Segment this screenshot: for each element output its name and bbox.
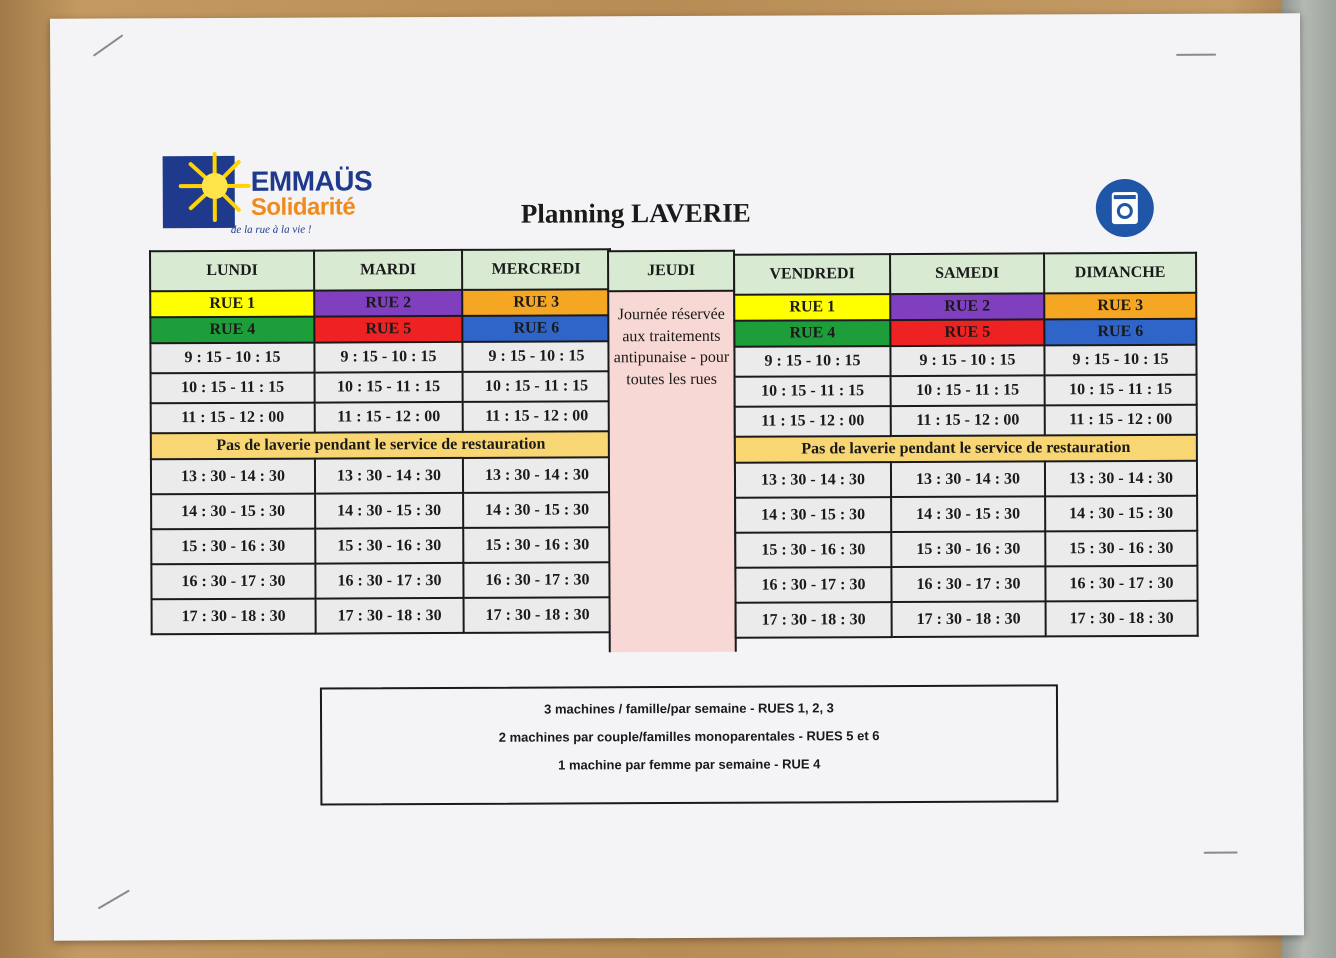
day-header-mercredi: MERCREDI [462, 249, 610, 290]
jeudi-note-text: Journée réservée aux traitements antipunaise - pour toutes les rues [613, 305, 730, 389]
time-slot: 16 : 30 - 17 : 30 [1045, 566, 1197, 602]
washing-machine-icon [1095, 178, 1155, 238]
page-title: Planning LAVERIE [520, 197, 751, 229]
time-slot: 11 : 15 - 12 : 00 [1045, 405, 1197, 436]
time-slot: 11 : 15 - 12 : 00 [735, 406, 891, 437]
time-slot: 10 : 15 - 11 : 15 [891, 375, 1045, 406]
day-header-jeudi: JEUDI [608, 251, 734, 292]
time-slot: 15 : 30 - 16 : 30 [891, 531, 1045, 567]
time-slot: 17 : 30 - 18 : 30 [316, 598, 464, 634]
time-slot: 17 : 30 - 18 : 30 [464, 597, 612, 633]
time-slot: 13 : 30 - 14 : 30 [735, 462, 891, 498]
sun-icon [173, 150, 257, 224]
time-slot: 14 : 30 - 15 : 30 [1045, 496, 1197, 532]
time-slot: 13 : 30 - 14 : 30 [151, 459, 315, 495]
day-header-samedi: SAMEDI [890, 253, 1044, 294]
lunch-banner: Pas de laverie pendant le service de restauration [151, 431, 611, 459]
rue-cell: RUE 5 [890, 319, 1044, 346]
day-header-dimanche: DIMANCHE [1044, 253, 1196, 294]
time-slot: 10 : 15 - 11 : 15 [463, 371, 611, 402]
time-slot: 14 : 30 - 15 : 30 [315, 493, 463, 529]
staple [98, 890, 130, 910]
time-slot: 16 : 30 - 17 : 30 [315, 563, 463, 599]
time-slot: 9 : 15 - 10 : 15 [734, 346, 890, 377]
rules-box [320, 684, 1059, 805]
rue-cell: RUE 2 [314, 290, 462, 317]
staple [1204, 852, 1238, 854]
time-slot: 15 : 30 - 16 : 30 [1045, 531, 1197, 567]
rue-cell: RUE 5 [314, 316, 462, 343]
rule-line: 2 machines par couple/familles monoparentales - RUES 5 et 6 [498, 728, 880, 745]
time-slot: 14 : 30 - 15 : 30 [463, 492, 611, 528]
time-slot: 13 : 30 - 14 : 30 [463, 457, 611, 493]
schedule-left-table [149, 248, 613, 635]
time-slot: 11 : 15 - 12 : 00 [463, 401, 611, 432]
time-slot: 10 : 15 - 11 : 15 [735, 376, 891, 407]
time-slot: 9 : 15 - 10 : 15 [890, 345, 1044, 376]
time-slot: 9 : 15 - 10 : 15 [150, 343, 314, 374]
time-slot: 14 : 30 - 15 : 30 [151, 494, 315, 530]
time-slot: 16 : 30 - 17 : 30 [735, 567, 891, 603]
day-header-mardi: MARDI [314, 250, 462, 291]
time-slot: 14 : 30 - 15 : 30 [891, 496, 1045, 532]
rue-cell: RUE 4 [734, 320, 890, 347]
schedule-jeudi-column [607, 250, 737, 653]
rule-line: 3 machines / famille/par semaine - RUES 1, 2, 3 [544, 700, 834, 717]
rue-cell: RUE 1 [150, 291, 314, 318]
time-slot: 15 : 30 - 16 : 30 [735, 532, 891, 568]
time-slot: 13 : 30 - 14 : 30 [1045, 461, 1197, 497]
time-slot: 15 : 30 - 16 : 30 [315, 528, 463, 564]
logo-emmaus-text: EMMAÜS [250, 165, 373, 197]
lunch-banner: Pas de laverie pendant le service de restauration [735, 435, 1197, 463]
time-slot: 17 : 30 - 18 : 30 [736, 602, 892, 638]
rule-line: 1 machine par femme par semaine - RUE 4 [558, 756, 821, 773]
time-slot: 15 : 30 - 16 : 30 [463, 527, 611, 563]
logo-solidarite-text: Solidarité [250, 193, 356, 221]
time-slot: 10 : 15 - 11 : 15 [151, 373, 315, 404]
time-slot: 16 : 30 - 17 : 30 [891, 566, 1045, 602]
rue-cell: RUE 2 [890, 293, 1044, 320]
time-slot: 17 : 30 - 18 : 30 [892, 601, 1046, 637]
time-slot: 11 : 15 - 12 : 00 [891, 405, 1045, 436]
time-slot: 9 : 15 - 10 : 15 [1044, 345, 1196, 376]
rue-cell: RUE 6 [1044, 319, 1196, 346]
time-slot: 13 : 30 - 14 : 30 [891, 461, 1045, 497]
day-header-lundi: LUNDI [150, 251, 314, 292]
logo-tagline: de la rue à la vie ! [230, 223, 312, 236]
staple [1176, 54, 1216, 56]
rue-cell: RUE 3 [462, 289, 610, 316]
time-slot: 17 : 30 - 18 : 30 [1046, 601, 1198, 637]
time-slot: 14 : 30 - 15 : 30 [735, 497, 891, 533]
time-slot: 11 : 15 - 12 : 00 [151, 403, 315, 434]
paper-sheet [50, 13, 1304, 940]
time-slot: 16 : 30 - 17 : 30 [151, 564, 315, 600]
staple [93, 34, 124, 56]
jeudi-note [608, 291, 736, 653]
rue-cell: RUE 6 [462, 315, 610, 342]
time-slot: 9 : 15 - 10 : 15 [314, 342, 462, 373]
rue-cell: RUE 4 [150, 317, 314, 344]
time-slot: 15 : 30 - 16 : 30 [151, 529, 315, 565]
time-slot: 13 : 30 - 14 : 30 [315, 458, 463, 494]
time-slot: 10 : 15 - 11 : 15 [315, 372, 463, 403]
day-header-vendredi: VENDREDI [734, 254, 890, 295]
time-slot: 17 : 30 - 18 : 30 [152, 599, 316, 635]
time-slot: 11 : 15 - 12 : 00 [315, 402, 463, 433]
time-slot: 10 : 15 - 11 : 15 [1045, 375, 1197, 406]
rue-cell: RUE 1 [734, 294, 890, 321]
time-slot: 16 : 30 - 17 : 30 [463, 562, 611, 598]
time-slot: 9 : 15 - 10 : 15 [462, 341, 610, 372]
schedule-right-table [733, 252, 1199, 639]
rue-cell: RUE 3 [1044, 293, 1196, 320]
emmaus-logo [163, 153, 373, 240]
